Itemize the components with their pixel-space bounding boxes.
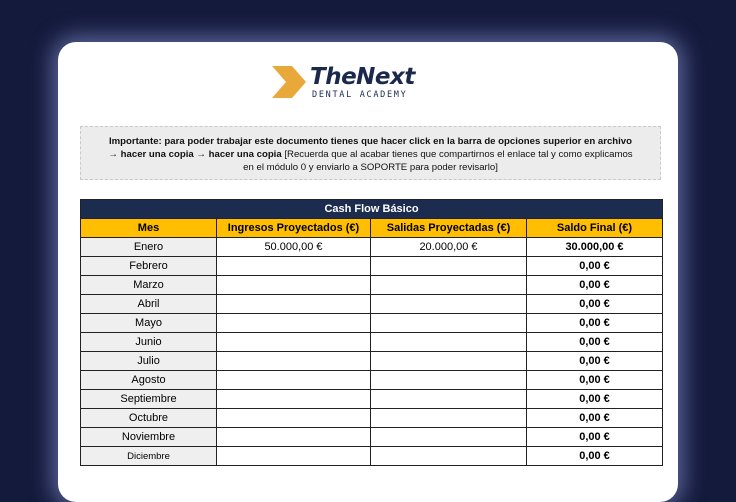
table-row — [81, 314, 663, 333]
ingresos-cell[interactable] — [217, 447, 371, 466]
notice-instruction: Importante: para poder trabajar este documento tienes que hacer click en la barra de opciones superior en archivo — [108, 136, 633, 147]
salidas-cell[interactable] — [371, 276, 527, 295]
notice-reminder: [Recuerda que al acabar tienes que compartirnos el enlace tal y como explicamos — [281, 149, 633, 160]
table-row — [81, 390, 663, 409]
salidas-cell[interactable] — [371, 371, 527, 390]
table-row — [81, 238, 663, 257]
table-title: Cash Flow Básico — [81, 200, 663, 219]
month-cell[interactable]: Julio — [81, 352, 217, 371]
saldo-cell[interactable]: 0,00 € — [527, 409, 663, 428]
month-cell[interactable]: Noviembre — [81, 428, 217, 447]
ingresos-cell[interactable] — [217, 295, 371, 314]
notice-copy-steps: → hacer una copia → hacer una copia — [108, 149, 282, 160]
salidas-cell[interactable] — [371, 428, 527, 447]
table-row — [81, 352, 663, 371]
salidas-cell[interactable] — [371, 314, 527, 333]
thenext-logo — [272, 64, 432, 102]
saldo-cell[interactable]: 0,00 € — [527, 390, 663, 409]
saldo-cell[interactable]: 0,00 € — [527, 333, 663, 352]
salidas-cell[interactable] — [371, 447, 527, 466]
chevron-logo-icon — [272, 66, 306, 98]
salidas-cell[interactable] — [371, 295, 527, 314]
month-cell[interactable]: Enero — [81, 238, 217, 257]
table-row — [81, 333, 663, 352]
notice-reminder-end: en el módulo 0 y enviarlo a SOPORTE para poder revisarlo] — [243, 162, 498, 173]
table-row — [81, 276, 663, 295]
table-row — [81, 428, 663, 447]
month-cell[interactable]: Diciembre — [81, 447, 217, 466]
logo-title: TheNext — [310, 64, 415, 90]
ingresos-cell[interactable] — [217, 333, 371, 352]
table-row — [81, 447, 663, 466]
month-cell[interactable]: Octubre — [81, 409, 217, 428]
important-notice — [80, 126, 661, 180]
ingresos-cell[interactable] — [217, 257, 371, 276]
ingresos-cell[interactable] — [217, 276, 371, 295]
column-header-saldo[interactable]: Saldo Final (€) — [527, 219, 663, 238]
month-cell[interactable]: Marzo — [81, 276, 217, 295]
ingresos-cell[interactable] — [217, 428, 371, 447]
saldo-cell[interactable]: 0,00 € — [527, 276, 663, 295]
column-header-ingresos[interactable]: Ingresos Proyectados (€) — [217, 219, 371, 238]
column-header-mes[interactable]: Mes — [81, 219, 217, 238]
ingresos-cell[interactable] — [217, 409, 371, 428]
saldo-cell[interactable]: 0,00 € — [527, 447, 663, 466]
saldo-cell[interactable]: 0,00 € — [527, 257, 663, 276]
ingresos-cell[interactable]: 50.000,00 € — [217, 238, 371, 257]
table-row — [81, 409, 663, 428]
salidas-cell[interactable] — [371, 333, 527, 352]
table-row — [81, 257, 663, 276]
column-header-salidas[interactable]: Salidas Proyectadas (€) — [371, 219, 527, 238]
saldo-cell[interactable]: 0,00 € — [527, 428, 663, 447]
salidas-cell[interactable] — [371, 257, 527, 276]
saldo-cell[interactable]: 0,00 € — [527, 371, 663, 390]
salidas-cell[interactable]: 20.000,00 € — [371, 238, 527, 257]
ingresos-cell[interactable] — [217, 314, 371, 333]
table-row — [81, 371, 663, 390]
document-card — [58, 42, 678, 502]
saldo-cell[interactable]: 0,00 € — [527, 295, 663, 314]
saldo-cell[interactable]: 30.000,00 € — [527, 238, 663, 257]
logo-subtitle: DENTAL ACADEMY — [312, 90, 408, 100]
month-cell[interactable]: Abril — [81, 295, 217, 314]
ingresos-cell[interactable] — [217, 371, 371, 390]
salidas-cell[interactable] — [371, 409, 527, 428]
month-cell[interactable]: Septiembre — [81, 390, 217, 409]
salidas-cell[interactable] — [371, 390, 527, 409]
cash-flow-table — [80, 199, 663, 466]
saldo-cell[interactable]: 0,00 € — [527, 352, 663, 371]
column-header-row — [81, 219, 663, 238]
ingresos-cell[interactable] — [217, 390, 371, 409]
month-cell[interactable]: Agosto — [81, 371, 217, 390]
saldo-cell[interactable]: 0,00 € — [527, 314, 663, 333]
month-cell[interactable]: Junio — [81, 333, 217, 352]
ingresos-cell[interactable] — [217, 352, 371, 371]
table-row — [81, 295, 663, 314]
month-cell[interactable]: Febrero — [81, 257, 217, 276]
salidas-cell[interactable] — [371, 352, 527, 371]
month-cell[interactable]: Mayo — [81, 314, 217, 333]
